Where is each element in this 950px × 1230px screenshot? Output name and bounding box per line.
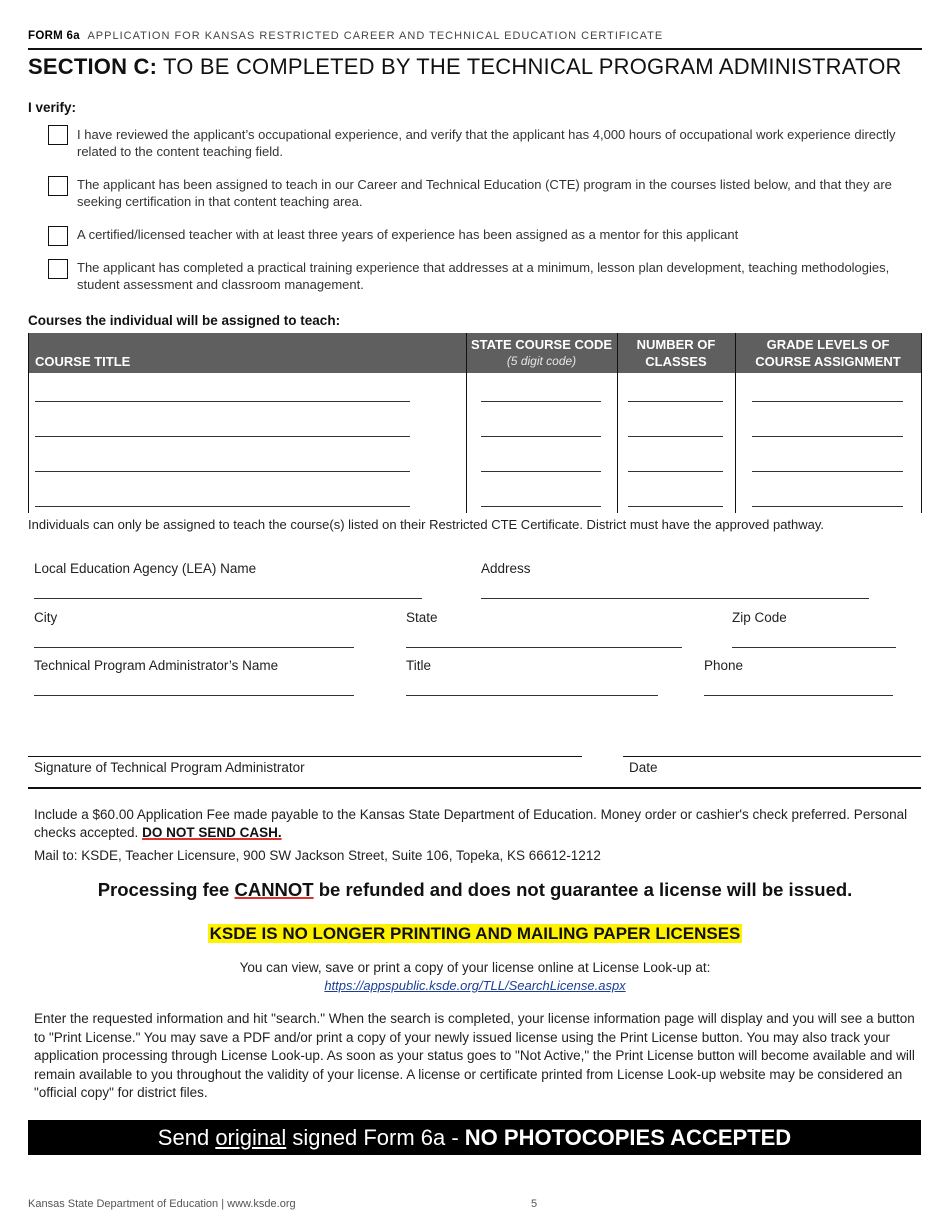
photocopy-banner [28,1120,921,1155]
license-notice-text: KSDE IS NO LONGER PRINTING AND MAILING PAPER LICENSES [209,924,741,943]
course-code-field-2[interactable] [481,436,601,437]
page-number: 5 [531,1198,538,1210]
zip-field[interactable] [732,647,896,648]
grade-levels-field-4[interactable] [752,506,903,507]
address-label: Address [481,561,531,576]
courses-label: Courses the individual will be assigned to teach: [28,313,341,328]
form-id: FORM 6a [28,30,80,42]
form-header [28,30,663,42]
col-state-course-code [466,333,617,373]
banner-middle: signed Form 6a - [292,1125,459,1150]
lea-name-field[interactable] [34,598,422,599]
fee-text [34,806,924,842]
course-code-field-4[interactable] [481,506,601,507]
course-title-field-1[interactable] [35,401,410,402]
date-label: Date [629,760,658,775]
num-classes-field-2[interactable] [628,436,723,437]
col-grade-levels: GRADE LEVELS OF COURSE ASSIGNMENT [755,337,901,369]
mail-to: Mail to: KSDE, Teacher Licensure, 900 SW Jackson Street, Suite 106, Topeka, KS 66612-1212 [34,848,601,863]
city-field[interactable] [34,647,354,648]
grade-levels-field-2[interactable] [752,436,903,437]
table-border-right [921,333,922,513]
col-course-title: COURSE TITLE [35,354,131,369]
course-title-field-4[interactable] [35,506,410,507]
phone-label: Phone [704,658,744,673]
course-code-field-1[interactable] [481,401,601,402]
state-label: State [406,610,438,625]
table-divider-1 [466,333,467,513]
license-view-text: You can view, save or print a copy of your license online at License Look-up at: [239,960,711,975]
cash-warning: DO NOT SEND CASH. [142,825,282,840]
license-instructions: Enter the requested information and hit "search." When the search is completed, your license information page will display and you will see a button to "Print License." You may save a PDF and/or print a copy of your newly issued license using the Print License button. You may also track your application processing through License Look-up. As soon as your status goes to "Not Active," the Print License button will become available and will remain available to you throughout the validity of your license. A license or certificate printed from License Look-up website may be considered an "official copy" for district files. [34,1011,915,1100]
num-classes-field-3[interactable] [628,471,723,472]
courses-note: Individuals can only be assigned to teach the course(s) listed on their Restricted CTE Certificate. District must have the approved pathway. [28,517,825,532]
grade-levels-field-3[interactable] [752,471,903,472]
license-notice [0,924,950,944]
fee-description: Include a $60.00 Application Fee made payable to the Kansas State Department of Education. Money order or cashier's check preferred. Personal checks accepted. [34,807,908,840]
address-field[interactable] [481,598,869,599]
lea-name-label: Local Education Agency (LEA) Name [34,561,257,576]
verify-label: I verify: [28,100,77,115]
col-state-code-sub: (5 digit code) [506,354,577,368]
col-number-of-classes: NUMBER OF CLASSES [636,337,716,369]
verify-text-3: A certified/licensed teacher with at least three years of experience has been assigned as a mentor for this applicant [77,227,739,242]
verify-checkbox-2[interactable] [48,176,68,196]
title-field[interactable] [406,695,658,696]
refund-notice [0,879,950,901]
table-border-left [28,333,29,513]
verify-checkbox-4[interactable] [48,259,68,279]
zip-label: Zip Code [732,610,787,625]
verify-checkbox-1[interactable] [48,125,68,145]
banner-bold: NO PHOTOCOPIES ACCEPTED [464,1125,792,1150]
header-rule [28,48,922,50]
table-divider-2 [617,333,618,513]
admin-name-field[interactable] [34,695,354,696]
phone-field[interactable] [704,695,893,696]
admin-name-label: Technical Program Administrator’s Name [34,658,279,673]
state-field[interactable] [406,647,682,648]
verify-text-1: I have reviewed the applicant’s occupational experience, and verify that the applicant has 4,000 hours of occupational work experience directly related to the content teaching field. [77,127,896,159]
refund-cannot: CANNOT [234,879,314,900]
grade-levels-field-1[interactable] [752,401,903,402]
num-classes-field-4[interactable] [628,506,723,507]
verify-text-2: The applicant has been assigned to teach in our Career and Technical Education (CTE) program in the courses listed below, and that they are seeking certification in that content teaching area. [77,177,892,209]
refund-after: be refunded and does not guarantee a license will be issued. [318,879,853,900]
col-state-code-label: STATE COURSE CODE [470,337,613,352]
course-title-field-2[interactable] [35,436,410,437]
title-label: Title [406,658,432,673]
course-code-field-3[interactable] [481,471,601,472]
banner-send: Send [157,1125,210,1150]
footer-org: Kansas State Department of Education | www.ksde.org [28,1198,296,1210]
section-label: SECTION C: [28,54,158,79]
city-label: City [34,610,58,625]
signature-field[interactable] [28,756,582,757]
signature-label: Signature of Technical Program Administrator [34,760,305,775]
section-title: TO BE COMPLETED BY THE TECHNICAL PROGRAM ADMINISTRATOR [163,54,902,79]
course-title-field-3[interactable] [35,471,410,472]
verify-checkbox-3[interactable] [48,226,68,246]
verify-text-4: The applicant has completed a practical training experience that addresses at a minimum, lesson plan development, teaching methodologies, student assessment and classroom management. [77,260,890,292]
form-title: APPLICATION FOR KANSAS RESTRICTED CAREER AND TECHNICAL EDUCATION CERTIFICATE [87,30,664,42]
num-classes-field-1[interactable] [628,401,723,402]
page-title [28,54,902,80]
courses-table-header [28,333,921,373]
banner-original: original [215,1125,287,1150]
refund-before: Processing fee [97,879,230,900]
section-divider [28,787,921,789]
date-field[interactable] [623,756,921,757]
license-lookup-link[interactable]: https://appspublic.ksde.org/TLL/SearchLicense.aspx [324,978,626,993]
table-divider-3 [735,333,736,513]
